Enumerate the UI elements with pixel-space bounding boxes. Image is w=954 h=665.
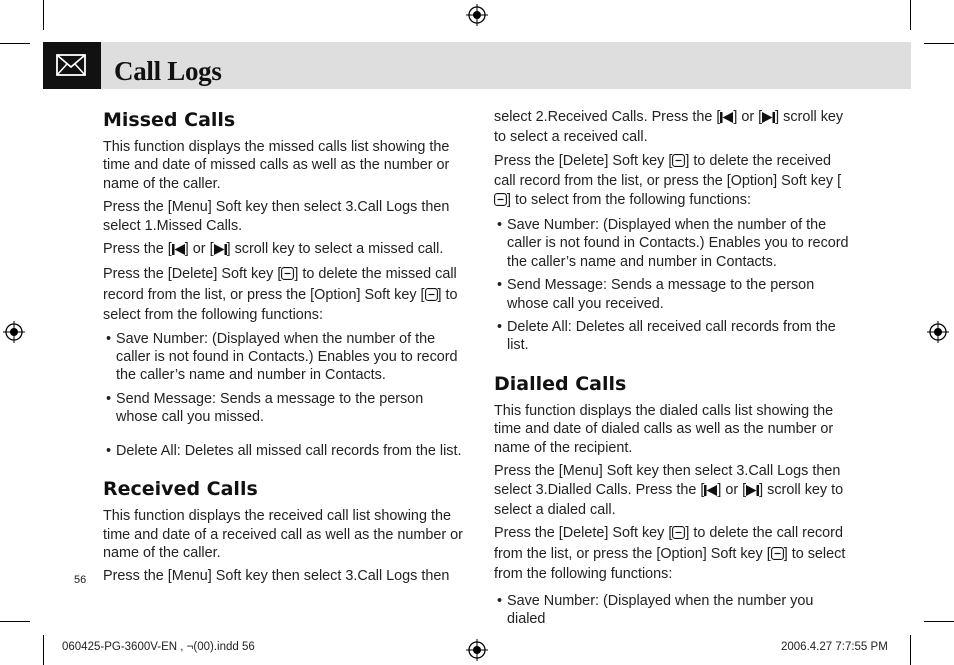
envelope-icon xyxy=(56,54,86,76)
missed-scroll-instruction: Press the [ ] or [ ] scroll key to select a missed call. xyxy=(103,240,463,260)
received-calls-heading: Received Calls xyxy=(103,478,258,501)
footer-timestamp: 2006.4.27 7:7:55 PM xyxy=(781,641,888,653)
right-soft-key-icon xyxy=(425,288,438,306)
dialled-bullet-save-number: • Save Number: (Displayed when the number you dialed xyxy=(497,592,814,627)
missed-menu-instruction: Press the [Menu] Soft key then select 3.Call Logs then select 1.Missed Calls. xyxy=(103,199,450,234)
page-title: Call Logs xyxy=(114,56,222,86)
received-bullet-delete-all: • Delete All: Deletes all received call records from the list. xyxy=(497,319,836,354)
received-bullet-save-number: • Save Number: (Displayed when the number of the caller is not found in Contacts.) Enables you to record the caller’s name and number in Contacts. xyxy=(497,217,849,270)
dialled-calls-heading: Dialled Calls xyxy=(494,372,627,395)
header-icon-box xyxy=(43,42,101,89)
dialled-delete-instruction: Press the [Delete] Soft key [ ] to delete the call record from the list, or press the [Option] Soft key [ ] to select from the following functions: xyxy=(494,525,846,583)
received-menu-instruction: Press the [Menu] Soft key then select 3.Call Logs then xyxy=(103,568,450,585)
header-band xyxy=(100,42,911,89)
left-soft-key-icon xyxy=(672,154,685,172)
dialled-scroll-instruction: Press the [Menu] Soft key then select 3.Call Logs then select 3.Dialled Calls. Press the [ ] or [ ] scroll key to select a dialed call. xyxy=(494,463,844,518)
received-scroll-instruction: select 2.Received Calls. Press the [ ] or [ ] scroll key to select a received call. xyxy=(494,109,844,146)
page-number: 56 xyxy=(74,574,87,586)
right-column xyxy=(494,108,854,633)
skip-back-icon xyxy=(172,242,185,260)
received-delete-instruction: Press the [Delete] Soft key [ ] to delete the received call record from the list, or press the [Option] Soft key [] to select from the following functions: xyxy=(494,152,854,211)
missed-bullet-delete-all: • Delete All: Deletes all missed call records from the list. xyxy=(106,442,462,459)
registration-mark-top xyxy=(466,4,488,26)
received-intro: This function displays the received call list showing the time and date of a received call as well as the number or name of the caller. xyxy=(103,508,463,561)
missed-delete-instruction: Press the [Delete] Soft key [ ] to delete the missed call record from the list, or press the [Option] Soft key [ ] to select from the following functions: xyxy=(103,266,458,324)
missed-bullet-save-number: • Save Number: (Displayed when the number of the caller is not found in Contacts.) Enables you to record the caller’s name and number in Contacts. xyxy=(106,330,458,384)
registration-mark-bottom xyxy=(466,639,488,661)
left-soft-key-icon xyxy=(672,526,685,544)
registration-mark-left xyxy=(3,321,25,343)
left-column xyxy=(103,109,463,591)
missed-calls-heading: Missed Calls xyxy=(103,109,236,131)
received-bullet-send-message: • Send Message: Sends a message to the person whose call you received. xyxy=(497,277,815,312)
left-soft-key-icon xyxy=(281,267,294,285)
right-soft-key-icon xyxy=(771,547,784,565)
skip-forward-icon xyxy=(746,483,759,501)
skip-forward-icon xyxy=(214,242,227,260)
right-soft-key-icon xyxy=(494,193,507,211)
missed-bullet-send-message: • Send Message: Sends a message to the person whose call you missed. xyxy=(106,390,424,426)
registration-mark-right xyxy=(927,321,949,343)
skip-forward-icon xyxy=(762,110,775,128)
skip-back-icon xyxy=(704,483,717,501)
dialled-intro: This function displays the dialed calls list showing the time and date of dialed calls as well as the number or name of the recipient. xyxy=(494,402,834,456)
footer-file-info: 060425-PG-3600V-EN , ¬(00).indd 56 xyxy=(62,641,255,653)
missed-intro: This function displays the missed calls list showing the time and date of missed calls as well as the number or name of the caller. xyxy=(103,139,450,192)
skip-back-icon xyxy=(720,110,733,128)
